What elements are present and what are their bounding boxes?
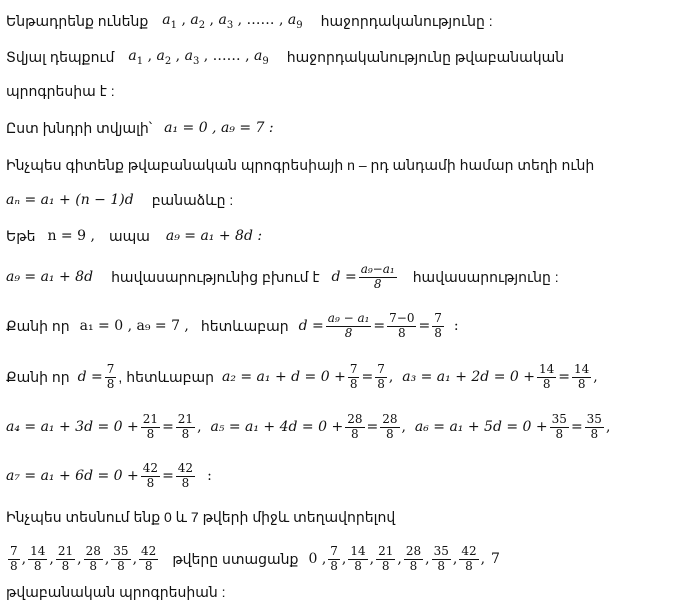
math-expression: d = bbox=[298, 318, 324, 334]
line-2 bbox=[6, 44, 685, 70]
line-13 bbox=[6, 504, 685, 530]
math-expression: a₄ = a₁ + 3d = 0 + bbox=[6, 419, 139, 435]
fraction: $\frac{35}{8}$ bbox=[113, 543, 129, 573]
formula: aₙ = a₁ + (n − 1)d bbox=[6, 192, 134, 208]
line-8 bbox=[6, 258, 685, 296]
fraction: $\frac{42}{8}$ bbox=[461, 543, 477, 573]
sequence-expression: $a_1$ , $a_2$ , $a_3$ , …… , $a_9$ bbox=[128, 47, 269, 67]
fraction: $\frac{7-0}{8}$ bbox=[389, 310, 415, 340]
text: թվաբանական պրոգրեսիան : bbox=[6, 583, 226, 600]
math-expression: a₅ = a₁ + 4d = 0 + bbox=[210, 419, 344, 435]
text: հետևաբար bbox=[200, 317, 289, 334]
fraction: $\frac{35}{8}$ bbox=[551, 411, 567, 441]
line-7 bbox=[6, 222, 685, 250]
fraction: $\frac{21}{8}$ bbox=[378, 543, 394, 573]
line-6 bbox=[6, 186, 685, 214]
fraction: $\frac{14}{8}$ bbox=[30, 543, 46, 573]
text: պրոգրեսիա է : bbox=[6, 82, 115, 99]
text: Ենթադրենք ունենք bbox=[6, 12, 149, 29]
math-expression: a₆ = a₁ + 5d = 0 + bbox=[414, 419, 548, 435]
line-15 bbox=[6, 580, 685, 604]
line-11: a₄ = a₁ + 3d = 0 + $\frac{21}{8}$ = $\frac{21}{8}$ , a₅ = a₁ + 4d = 0 + $\frac{28}{8}$ = $\frac{28}{8}$ , a₆ = a₁ + 5d = 0 + $\frac{35}{8}$ = $\frac{35}{8}$ , bbox=[6, 411, 611, 441]
fraction: $\frac{14}{8}$ bbox=[574, 361, 590, 391]
fraction: $\frac{42}{8}$ bbox=[177, 460, 194, 490]
text: ապա bbox=[108, 227, 150, 244]
text: Եթե bbox=[6, 227, 36, 244]
text: , հետևաբար bbox=[118, 368, 214, 385]
math-expression: a₃ = a₁ + 2d = 0 + bbox=[402, 369, 535, 385]
fraction: $\frac{7}{8}$ bbox=[10, 543, 18, 573]
fraction: $\frac{14}{8}$ bbox=[539, 361, 555, 391]
text: հաջորդականությունը : bbox=[320, 12, 493, 29]
fraction: $\frac{28}{8}$ bbox=[382, 411, 398, 441]
fraction: $\frac{28}{8}$ bbox=[405, 543, 422, 573]
math-expression: d = bbox=[77, 369, 103, 385]
line-10: Քանի որ d = $\frac{7}{8}$ , հետևաբար a₂ = a₁ + d = 0 + $\frac{7}{8}$ = $\frac{7}{8}$ , a₃ = a₁ + 2d = 0 + $\frac{14}{8}$ = $\frac{14}{8}$ , bbox=[6, 361, 598, 391]
fraction: $\frac{35}{8}$ bbox=[586, 411, 602, 441]
text: Տվյալ դեպքում bbox=[6, 48, 115, 65]
fraction: $\frac{35}{8}$ bbox=[433, 543, 449, 573]
line-4 bbox=[6, 114, 685, 142]
math-expression: n = 9 , bbox=[47, 228, 95, 244]
fraction: $\frac{7}{8}$ bbox=[434, 310, 442, 340]
fraction: $\frac{7}{8}$ bbox=[330, 543, 338, 573]
fraction: $\frac{\text{a₉ − a₁}}{8}$ bbox=[327, 310, 370, 340]
fraction: $\frac{21}{8}$ bbox=[142, 411, 159, 441]
text: թվերը ստացանք bbox=[172, 550, 299, 567]
math-expression: a₁ = 0 , a₉ = 7 : bbox=[164, 120, 274, 136]
fraction: $\frac{42}{8}$ bbox=[141, 543, 157, 573]
line-12: a₇ = a₁ + 6d = 0 + $\frac{42}{8}$ = $\frac{42}{8}$ : bbox=[6, 460, 212, 490]
text: Քանի որ bbox=[6, 317, 70, 334]
line-1 bbox=[6, 8, 685, 34]
math-expression: a₂ = a₁ + d = 0 + bbox=[221, 369, 346, 385]
text: բանաձևը : bbox=[151, 191, 234, 208]
math-expression: a₁ = 0 , a₉ = 7 , bbox=[79, 318, 189, 334]
fraction: $\frac{14}{8}$ bbox=[350, 543, 366, 573]
fraction: $\frac{28}{8}$ bbox=[347, 411, 363, 441]
line-5 bbox=[6, 152, 685, 178]
math-expression: a₉ = a₁ + 8d : bbox=[165, 228, 263, 244]
fraction: $\frac{42}{8}$ bbox=[142, 460, 159, 490]
line-14: $\frac{7}{8}$ , $\frac{14}{8}$ , $\frac{21}{8}$ , $\frac{28}{8}$ , $\frac{35}{8}$ , $\frac{42}{8}$ թվերը ստացանք 0 , $\frac{7}{8}$ , $\frac{14}{8}$ , $\frac{21}{8}$ , $\frac{28}{8}$ , $\frac{35}{8}$ , $\frac{42}{8}$ , 7 bbox=[10, 543, 500, 573]
math-expression: d = bbox=[331, 269, 357, 285]
fraction: $\frac{21}{8}$ bbox=[57, 543, 74, 573]
math-expression: a₇ = a₁ + 6d = 0 + bbox=[6, 468, 139, 484]
line-3 bbox=[6, 78, 685, 104]
fraction: $\frac{\text{a₉−a₁}}{8}$ bbox=[360, 261, 395, 291]
text: Քանի որ bbox=[6, 368, 70, 385]
fraction: $\frac{28}{8}$ bbox=[85, 543, 101, 573]
text: Ըստ խնդրի տվյալի՝ bbox=[6, 119, 153, 136]
text: Ինչպես գիտենք թվաբանական պրոգրեսիայի n – րդ անդամի համար տեղի ունի bbox=[6, 156, 595, 173]
math-expression: a₉ = a₁ + 8d bbox=[6, 269, 94, 285]
fraction: $\frac{7}{8}$ bbox=[349, 361, 358, 391]
text: հավասարությունը : bbox=[412, 268, 559, 285]
text: հավասարությունից բխում է bbox=[111, 268, 320, 285]
text: Ինչպես տեսնում ենք 0 և 7 թվերի միջև տեղավորելով bbox=[6, 508, 396, 525]
fraction: $\frac{7}{8}$ bbox=[377, 361, 385, 391]
line-9: Քանի որ a₁ = 0 , a₉ = 7 , հետևաբար d = $\frac{\text{a₉ − a₁}}{8}$ = $\frac{7-0}{8}$ = $\frac{7}{8}$ : bbox=[6, 310, 459, 340]
fraction: $\frac{7}{8}$ bbox=[106, 361, 115, 391]
sequence-expression: $a_1$ , $a_2$ , $a_3$ , …… , $a_9$ bbox=[162, 11, 303, 31]
fraction: $\frac{21}{8}$ bbox=[177, 411, 194, 441]
text: հաջորդականությունը թվաբանական bbox=[286, 48, 565, 65]
